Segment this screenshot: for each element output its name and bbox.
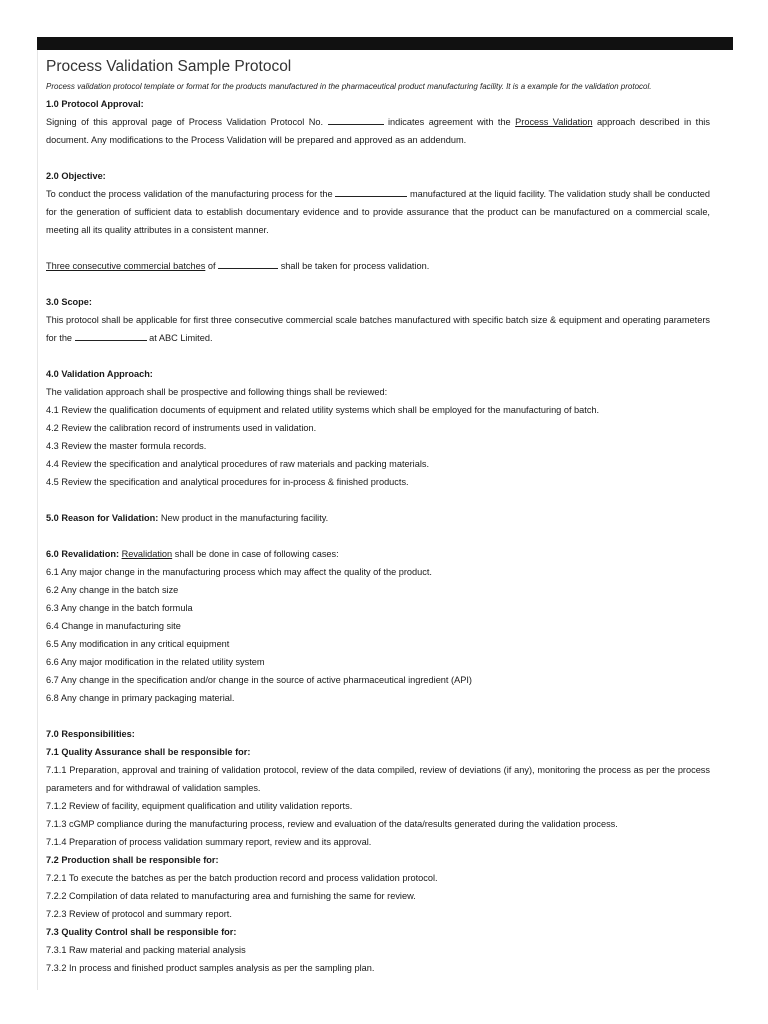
section-paragraph: [46, 311, 710, 347]
subsection-heading: 7.3 Quality Control shall be responsible for:: [46, 927, 237, 937]
section-paragraph: [46, 545, 710, 563]
list-item: 7.1.1 Preparation, approval and training of validation protocol, review of the data compiled, review of deviations (if any), monitoring the process as per the process parameters and for withdrawal of validation samples.: [46, 765, 710, 793]
text: To conduct the process validation of the manufacturing process for the: [46, 189, 333, 199]
product-name-blank: [75, 330, 147, 341]
section-heading: 1.0 Protocol Approval:: [46, 99, 144, 109]
list-item: 6.6 Any major modification in the related utility system: [46, 657, 265, 667]
text: New product in the manufacturing facility.: [160, 513, 329, 523]
text: This protocol shall be applicable for first three consecutive commercial scale batches manufactured with specific batch size & equipment and operating parameters for the: [46, 315, 710, 343]
section-responsibilities: [46, 725, 710, 977]
section-lead: The validation approach shall be prospective and following things shall be reviewed:: [46, 387, 388, 397]
section-revalidation: [46, 545, 710, 707]
subsection-heading: 7.2 Production shall be responsible for:: [46, 855, 219, 865]
text: Signing of this approval page of Process Validation Protocol No.: [46, 117, 324, 127]
list-item: 4.4 Review the specification and analytical procedures of raw materials and packing materials.: [46, 459, 430, 469]
section-heading: 5.0 Reason for Validation:: [46, 513, 159, 523]
section-heading: 6.0 Revalidation:: [46, 549, 120, 559]
document-page: [46, 58, 710, 977]
subsection-heading: 7.1 Quality Assurance shall be responsible for:: [46, 747, 251, 757]
product-name-blank: [335, 186, 407, 197]
text: manufactured at the liquid facility. The validation study shall be conducted for the generation of sufficient data to establish documentary evidence and to provide assurance that the product can be manufactured on a commercial scale, meeting all its quality attributes in a consistent manner.: [46, 189, 710, 235]
section-validation-approach: [46, 365, 710, 491]
list-item: 6.3 Any change in the batch formula: [46, 603, 193, 613]
list-item: 6.5 Any modification in any critical equipment: [46, 639, 230, 649]
section-heading: 3.0 Scope:: [46, 297, 92, 307]
list-item: 6.4 Change in manufacturing site: [46, 621, 181, 631]
top-bar: [37, 37, 733, 50]
text: indicates agreement with the: [387, 117, 511, 127]
list-item: 7.1.4 Preparation of process validation summary report, review and its approval.: [46, 837, 372, 847]
section-paragraph: [46, 185, 710, 239]
section-objective: [46, 167, 710, 275]
section-heading: 4.0 Validation Approach:: [46, 369, 153, 379]
section-scope: [46, 293, 710, 347]
list-item: 7.2.2 Compilation of data related to manufacturing area and furnishing the same for review.: [46, 891, 416, 901]
list-item: 6.7 Any change in the specification and/or change in the source of active pharmaceutical ingredient (API): [46, 675, 472, 685]
page-edge: [37, 50, 38, 990]
list-item: 7.3.2 In process and finished product samples analysis as per the sampling plan.: [46, 963, 375, 973]
page-title: Process Validation Sample Protocol: [46, 58, 292, 75]
list-item: 7.1.3 cGMP compliance during the manufacturing process, review and evaluation of the data/results generated during the validation process.: [46, 819, 618, 829]
revalidation-link[interactable]: Revalidation: [121, 549, 173, 559]
consecutive-batches-link[interactable]: Three consecutive commercial batches: [46, 261, 206, 271]
list-item: 7.1.2 Review of facility, equipment qualification and utility validation reports.: [46, 801, 353, 811]
list-item: 4.3 Review the master formula records.: [46, 441, 207, 451]
list-item: 6.8 Any change in primary packaging material.: [46, 693, 235, 703]
product-name-blank: [218, 258, 278, 269]
process-validation-link[interactable]: Process Validation: [515, 117, 593, 127]
text: shall be taken for process validation.: [280, 261, 430, 271]
text: approach described in this document. Any modifications to the Process Validation will be prepared and approved as an addendum.: [46, 117, 710, 145]
list-item: 6.1 Any major change in the manufacturing process which may affect the quality of the product.: [46, 567, 432, 577]
section-paragraph: [46, 509, 710, 527]
intro-text: Process validation protocol template or format for the products manufactured in the pharmaceutical product manufacturing facility. It is a example for the validation protocol.: [46, 82, 652, 91]
section-heading: 7.0 Responsibilities:: [46, 729, 135, 739]
text: shall be done in case of following cases:: [174, 549, 339, 559]
list-item: 4.5 Review the specification and analytical procedures for in-process & finished products.: [46, 477, 409, 487]
text: at ABC Limited.: [149, 333, 213, 343]
section-heading: 2.0 Objective:: [46, 171, 106, 181]
section-protocol-approval: [46, 95, 710, 149]
section-paragraph: [46, 257, 710, 275]
text: of: [207, 261, 216, 271]
section-reason: [46, 509, 710, 527]
list-item: 4.1 Review the qualification documents of equipment and related utility systems which shall be employed for the manufacturing of batch.: [46, 405, 600, 415]
list-item: 7.2.3 Review of protocol and summary report.: [46, 909, 232, 919]
list-item: 7.2.1 To execute the batches as per the batch production record and process validation protocol.: [46, 873, 438, 883]
list-item: 7.3.1 Raw material and packing material analysis: [46, 945, 246, 955]
section-paragraph: [46, 113, 710, 149]
list-item: 4.2 Review the calibration record of instruments used in validation.: [46, 423, 317, 433]
protocol-number-blank: [328, 114, 384, 125]
list-item: 6.2 Any change in the batch size: [46, 585, 179, 595]
